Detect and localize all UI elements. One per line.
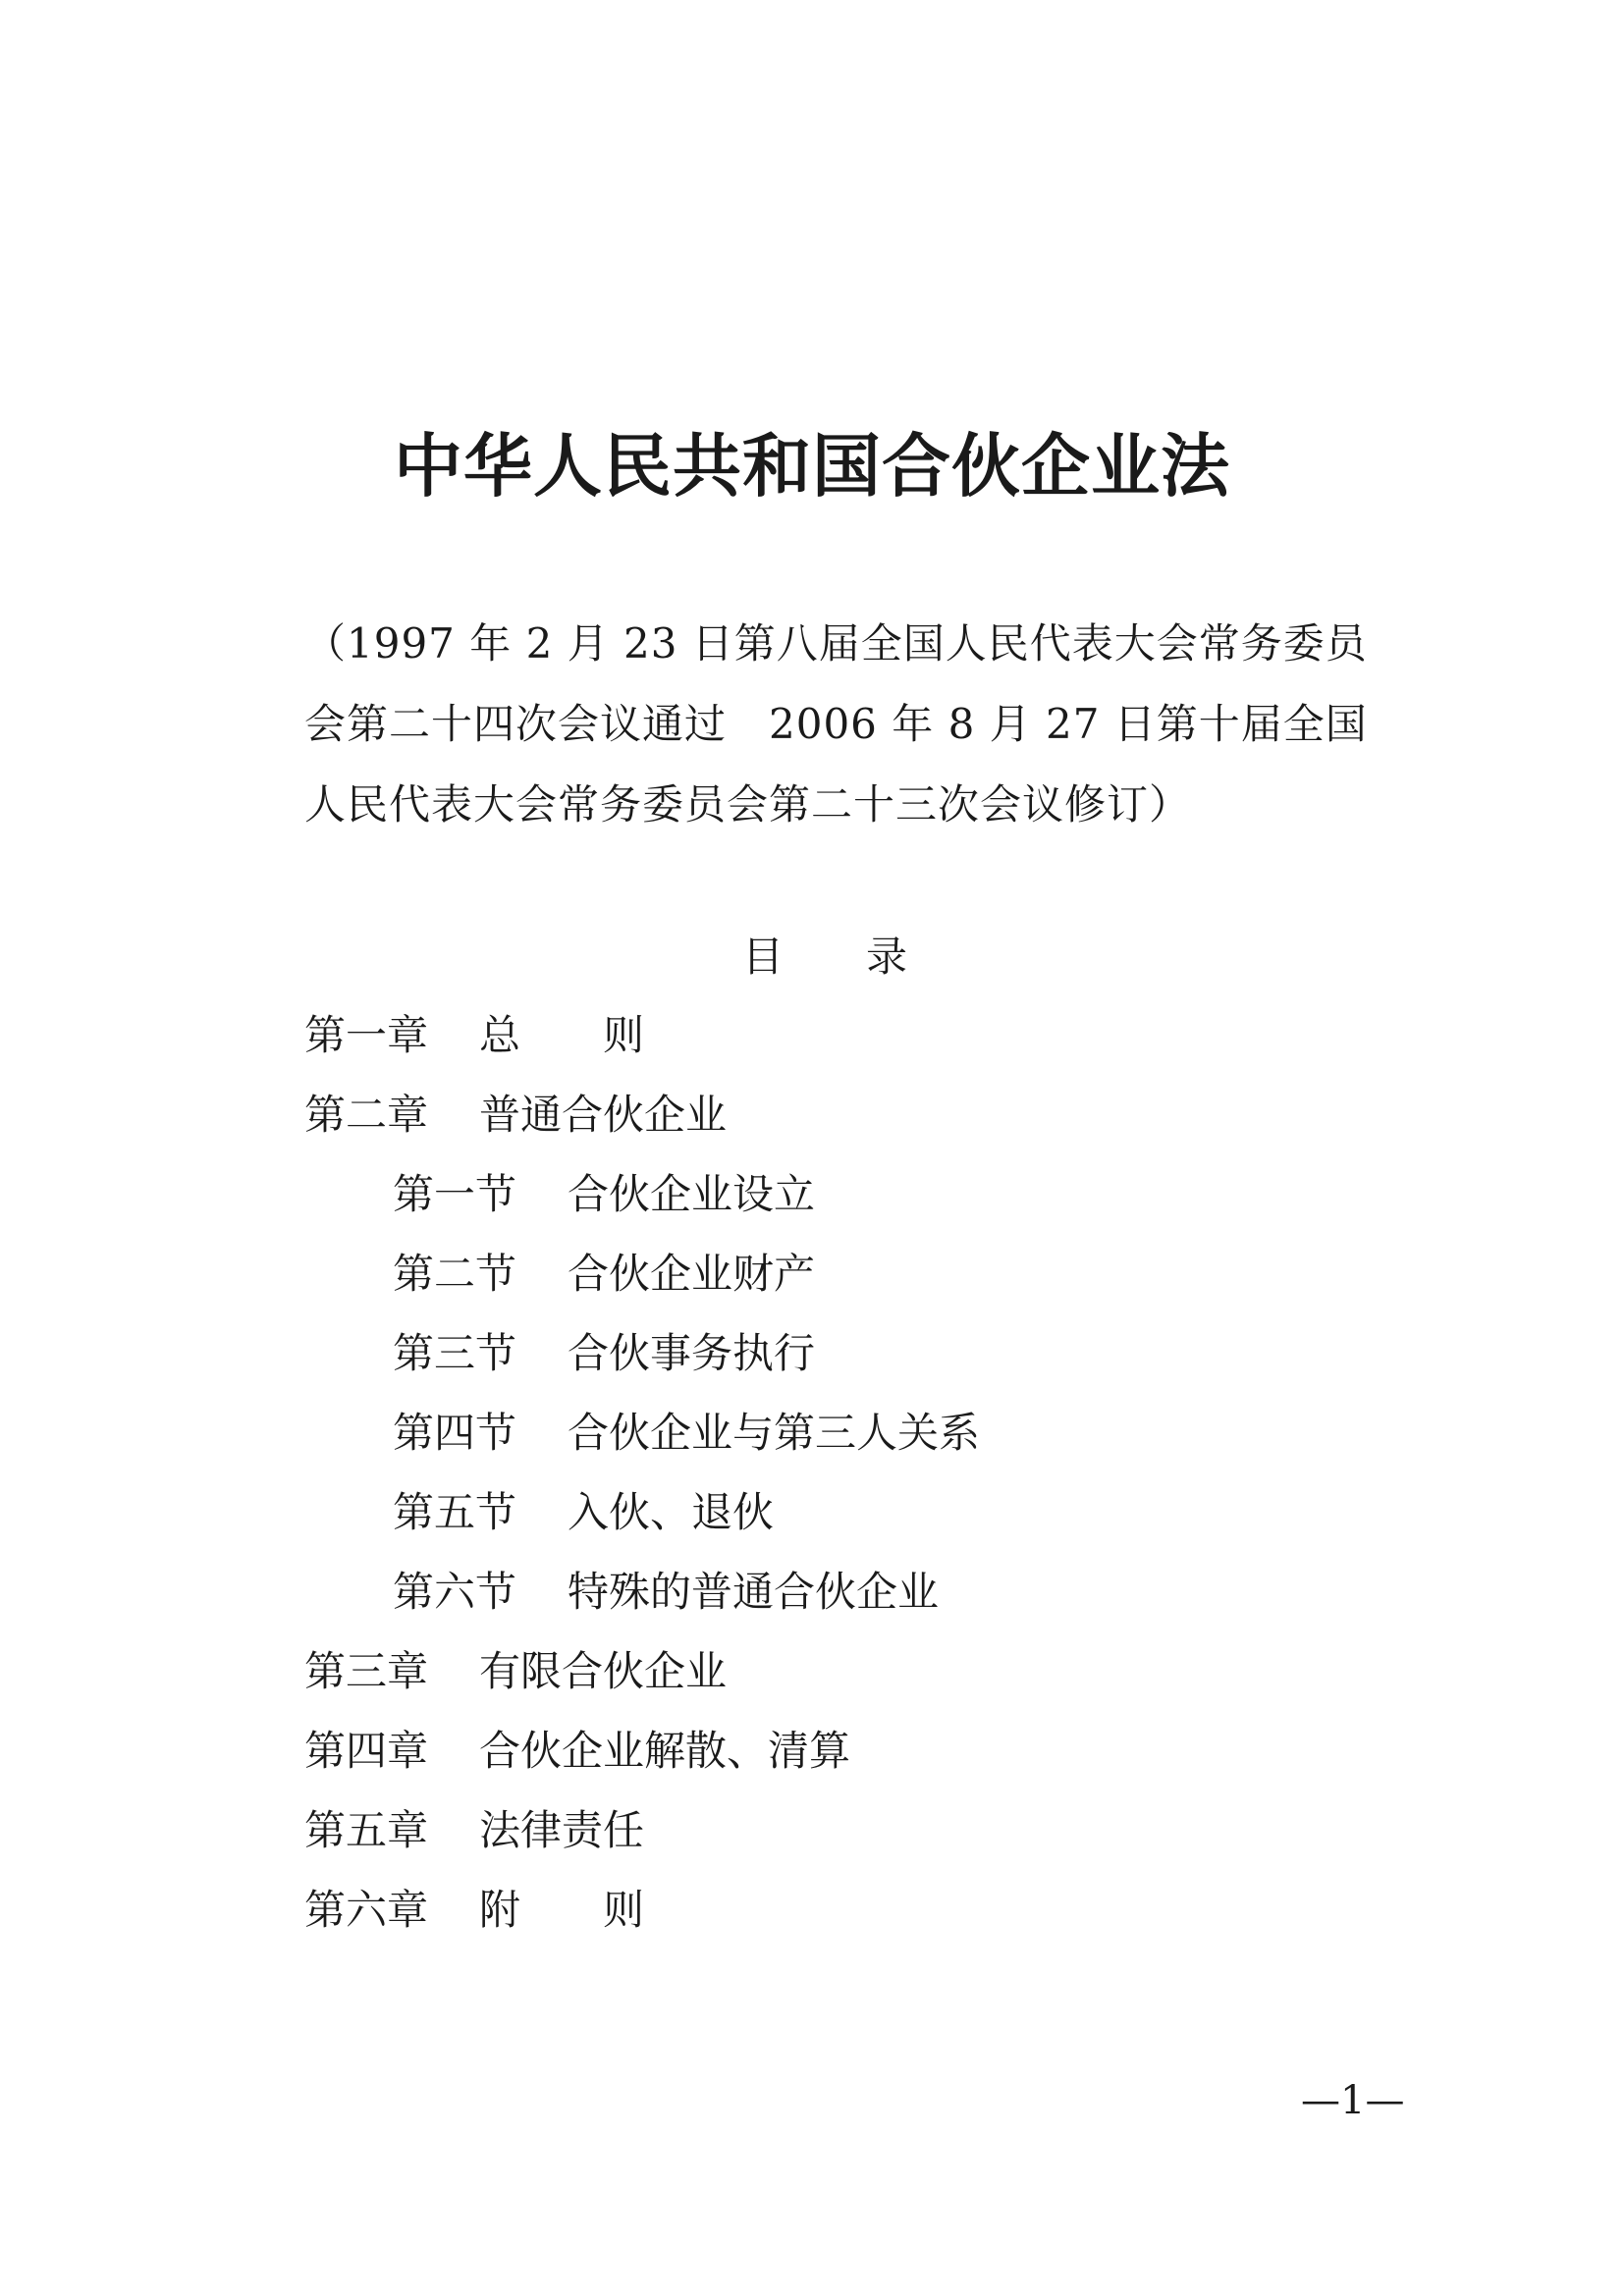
toc-item-title: 合伙企业解散、清算: [479, 1727, 851, 1775]
toc-item-title: 合伙企业设立: [568, 1170, 816, 1218]
toc-item-title: 法律责任: [479, 1806, 645, 1854]
table-of-contents: [304, 1006, 1384, 1960]
toc-item-chapter-4: [304, 1722, 1384, 1801]
toc-item-number: 第六节: [393, 1568, 517, 1616]
adoption-note-line: （1997 年 2 月 23 日第八届全国人民代表大会常务委员: [304, 619, 1368, 667]
toc-item-title: 有限合伙企业: [479, 1647, 728, 1695]
toc-item-number: 第五章: [304, 1806, 429, 1854]
adoption-note: [304, 604, 1368, 845]
toc-item-chapter-2: [304, 1086, 1384, 1165]
toc-item-title: 合伙企业与第三人关系: [568, 1409, 981, 1457]
page-number: —1—: [1301, 2078, 1405, 2123]
document-title: 中华人民共和国合伙企业法: [394, 426, 1230, 507]
toc-item-title: 附 则: [479, 1886, 645, 1934]
toc-item-title: 合伙事务执行: [568, 1329, 816, 1377]
toc-item-number: 第三节: [393, 1329, 517, 1377]
toc-item-title: 入伙、退伙: [568, 1488, 775, 1536]
toc-item-number: 第三章: [304, 1647, 429, 1695]
toc-item-section-6: [304, 1563, 1384, 1642]
toc-item-section-3: [304, 1324, 1384, 1404]
toc-item-number: 第四节: [393, 1409, 517, 1457]
toc-item-number: 第一章: [304, 1011, 429, 1059]
toc-item-chapter-5: [304, 1801, 1384, 1881]
toc-item-section-5: [304, 1483, 1384, 1563]
toc-item-number: 第四章: [304, 1727, 429, 1775]
toc-item-section-2: [304, 1245, 1384, 1324]
toc-item-number: 第一节: [393, 1170, 517, 1218]
toc-heading: 目 录: [742, 933, 908, 981]
toc-item-title: 合伙企业财产: [568, 1250, 816, 1298]
toc-item-number: 第二章: [304, 1091, 429, 1139]
toc-item-title: 特殊的普通合伙企业: [568, 1568, 940, 1616]
toc-item-number: 第六章: [304, 1886, 429, 1934]
adoption-note-line: 会第二十四次会议通过 2006 年 8 月 27 日第十届全国: [304, 700, 1368, 748]
toc-item-title: 普通合伙企业: [479, 1091, 728, 1139]
toc-item-number: 第五节: [393, 1488, 517, 1536]
toc-item-chapter-6: [304, 1881, 1384, 1960]
adoption-note-line: 人民代表大会常务委员会第二十三次会议修订）: [304, 780, 1192, 828]
toc-item-title: 总 则: [479, 1011, 645, 1059]
toc-item-chapter-1: [304, 1006, 1384, 1086]
toc-item-number: 第二节: [393, 1250, 517, 1298]
toc-item-chapter-3: [304, 1642, 1384, 1722]
toc-item-section-1: [304, 1165, 1384, 1245]
toc-item-section-4: [304, 1404, 1384, 1483]
